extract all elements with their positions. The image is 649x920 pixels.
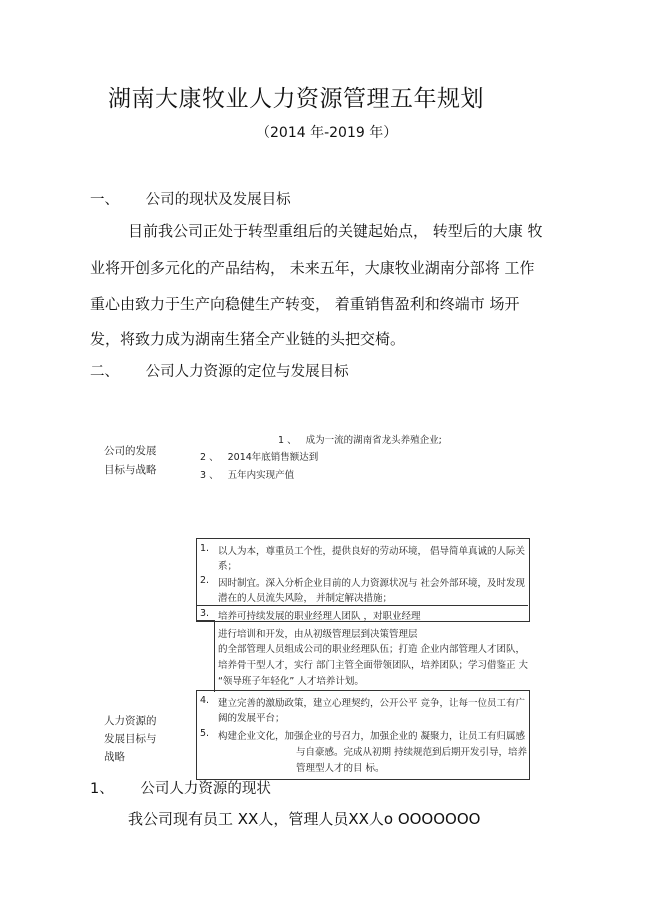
goal-item-3 xyxy=(200,467,294,481)
hr-item4-line1: 建立完善的激励政策，建立心理契约，公开公平 竞争，让每一位员工有广 xyxy=(218,698,526,709)
section1-para-line: 发，将致力成为湖南生猪全产业链的头把交椅。 xyxy=(90,330,406,348)
hr-item2-line2: 潜在的人员流失风险， 并制定解决措施； xyxy=(218,593,393,604)
section1-para-line: 业将开创多元化的产品结构， 未来五年，大康牧业湖南分部将 工作 xyxy=(90,259,535,277)
goal-item-number: 2 、 xyxy=(200,452,219,463)
goal-item-2 xyxy=(200,449,318,463)
goal-item-number: 3 、 xyxy=(200,470,219,481)
document-title: 湖南大康牧业人力资源管理五年规划 xyxy=(108,86,484,112)
hr-item4-number: 4. xyxy=(200,695,210,706)
hr-divider xyxy=(196,620,214,621)
goal-item-text: 五年内实现产值 xyxy=(227,470,295,481)
hr-item3-cont-line: 的全部管理人员组成公司的职业经理队伍；打造 企业内部管理人才团队， xyxy=(218,644,526,655)
hr-label-line1: 人力资源的 xyxy=(104,715,157,727)
goal-item-1 xyxy=(278,432,442,446)
hr-item3-cont-line: 培养骨干型人才，实行 部门主管全面带领团队，培养团队；学习借鉴正 大 xyxy=(218,660,529,671)
section3-number: 1、 xyxy=(90,781,114,797)
section2-heading xyxy=(90,360,349,381)
hr-item1-number: 1. xyxy=(200,543,210,554)
hr-item2-number: 2. xyxy=(200,575,210,586)
hr-item1-line2: 系； xyxy=(218,561,238,572)
goal-item-text: 成为一流的湖南省龙头养殖企业; xyxy=(305,435,442,446)
hr-item1-line1: 以人为本，尊重员工个性，提供良好的劳动环境， 倡导简单真诚的人际关 xyxy=(218,546,526,557)
section1-para-line: 重心由致力于生产向稳健生产转变， 着重销售盈利和终端市 场开 xyxy=(90,295,520,313)
hr-item3-cont-line: 进行培训和开发，由从初级管理层到决策管理层 xyxy=(218,629,418,640)
section3-heading-text: 公司人力资源的现状 xyxy=(140,781,271,797)
hr-item3-line1: 培养可持续发展的职业经理人团队 ，对职业经理 xyxy=(218,611,421,622)
section3-para: 我公司现有员工 XX人，管理人员XX人o OOOOOOO xyxy=(128,810,481,828)
section2-heading-text: 公司人力资源的定位与发展目标 xyxy=(145,364,349,380)
section1-heading xyxy=(90,188,291,209)
hr-item5-number: 5. xyxy=(200,728,210,739)
document-subtitle: （2014 年-2019 年） xyxy=(256,125,398,141)
goals-label-line2: 目标与战略 xyxy=(104,464,157,476)
hr-item3-number: 3. xyxy=(200,608,210,619)
hr-item5-line2: 与自豪感。完成从初期 持续规范到后期开发引导，培养 xyxy=(296,747,528,758)
goal-item-text: 2014年底销售额达到 xyxy=(227,452,319,463)
hr-row-line xyxy=(196,605,528,606)
hr-item5-line3: 管理型人才的目 标。 xyxy=(296,763,385,774)
goals-label-line1: 公司的发展 xyxy=(104,445,157,457)
hr-item2-line1: 因时制宜。深入分析企业目前的人力资源状况与 社会外部环境，及时发现 xyxy=(218,578,526,589)
section2-number: 二、 xyxy=(90,364,119,380)
section3-heading xyxy=(90,777,271,798)
section1-heading-text: 公司的现状及发展目标 xyxy=(145,192,291,208)
hr-label-line3: 战略 xyxy=(104,751,125,763)
section1-number: 一、 xyxy=(90,192,119,208)
hr-item5-line1: 构建企业文化，加强企业的号召力，加强企业的 凝聚力，让员工有归属感 xyxy=(218,731,526,742)
hr-item4-line2: 阔的发展平台； xyxy=(218,713,285,724)
section1-para-line: 目前我公司正处于转型重组后的关键起始点， 转型后的大康 牧 xyxy=(128,222,543,240)
goal-item-number: 1 、 xyxy=(278,435,297,446)
hr-label-line2: 发展目标与 xyxy=(104,733,157,745)
hr-divider-vertical xyxy=(214,620,215,692)
hr-item3-cont-line: “领导班子年轻化” 人才培养计划。 xyxy=(218,676,364,687)
